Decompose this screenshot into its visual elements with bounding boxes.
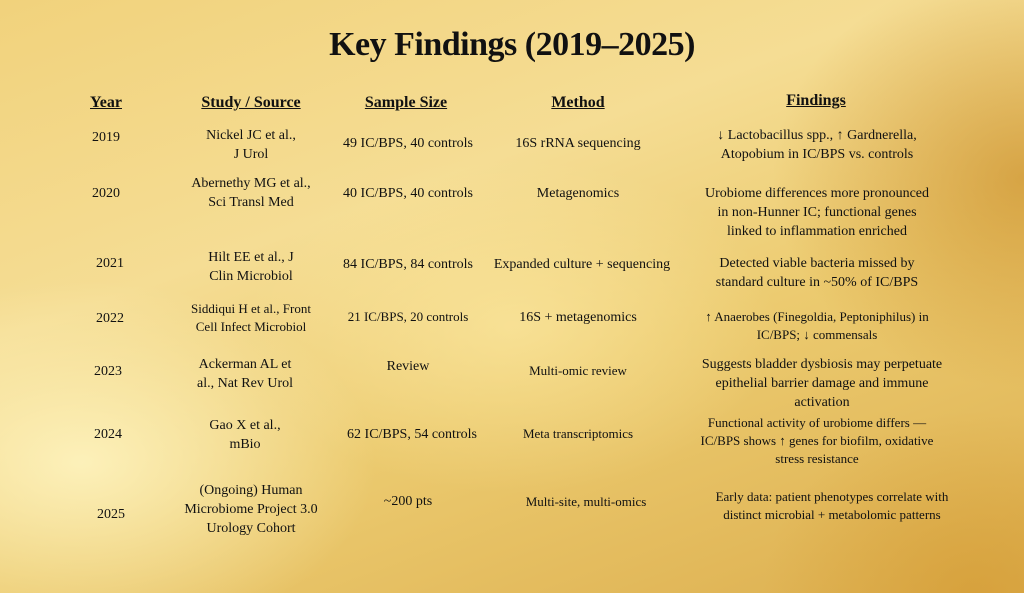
row-2020-sample: 40 IC/BPS, 40 controls [343, 186, 473, 201]
row-2019-sample: 49 IC/BPS, 40 controls [343, 136, 473, 151]
row-2019-year: 2019 [92, 130, 120, 145]
row-2020-method: Metagenomics [536, 186, 620, 201]
row-2025-findings: Early data: patient phenotypes correlate with distinct microbial + metabolomic patterns [715, 489, 949, 522]
row-2021-findings: Detected viable bacteria missed by standard culture in ~50% of IC/BPS [715, 256, 919, 290]
row-2025-year: 2025 [97, 507, 125, 522]
row-2021-year: 2021 [96, 256, 124, 271]
row-2023-year: 2023 [94, 364, 122, 379]
row-2023-study: Ackerman AL et al., Nat Rev Urol [196, 357, 294, 391]
header-findings: Findings [786, 92, 846, 109]
row-2022-sample: 21 IC/BPS, 20 controls [347, 309, 469, 324]
row-2019-method: 16S rRNA sequencing [515, 136, 641, 151]
row-2020-study: Abernethy MG et al., Sci Transl Med [191, 176, 311, 210]
row-2023-findings: Suggests bladder dysbiosis may perpetuate epithelial barrier damage and immune activation [701, 357, 943, 410]
header-study: Study / Source [201, 94, 301, 111]
header-sample-size: Sample Size [364, 94, 448, 111]
row-2019-findings: ↓ Lactobacillus spp., ↑ Gardnerella, Atopobium in IC/BPS vs. controls [717, 128, 917, 162]
row-2021-sample: 84 IC/BPS, 84 controls [343, 257, 473, 272]
header-method: Method [551, 94, 605, 111]
row-2024-method: Meta transcriptomics [522, 426, 634, 441]
row-2022-year: 2022 [96, 311, 124, 326]
row-2025-method: Multi-site, multi-omics [525, 494, 647, 509]
row-2024-sample: 62 IC/BPS, 54 controls [347, 427, 477, 442]
row-2019-study: Nickel JC et al., J Urol [206, 128, 296, 162]
header-year: Year [90, 94, 122, 111]
row-2025-sample: ~200 pts [383, 494, 433, 509]
row-2021-method: Expanded culture + sequencing [493, 257, 671, 272]
row-2022-findings: ↑ Anaerobes (Finegoldia, Peptoniphilus) in IC/BPS; ↓ commensals [705, 309, 929, 342]
page-title: Key Findings (2019–2025) [329, 26, 695, 63]
row-2025-study: (Ongoing) Human Microbiome Project 3.0 Urology Cohort [184, 483, 318, 536]
row-2020-findings: Urobiome differences more pronounced in non-Hunner IC; functional genes linked to inflammation enriched [704, 186, 930, 239]
row-2023-sample: Review [386, 359, 430, 374]
row-2020-year: 2020 [92, 186, 120, 201]
row-2024-year: 2024 [94, 427, 122, 442]
row-2022-study: Siddiqui H et al., Front Cell Infect Microbiol [191, 301, 311, 334]
row-2022-method: 16S + metagenomics [519, 310, 637, 325]
row-2024-findings: Functional activity of urobiome differs — IC/BPS shows ↑ genes for biofilm, oxidative stress resistance [700, 415, 934, 466]
row-2021-study: Hilt EE et al., J Clin Microbiol [208, 250, 294, 284]
row-2023-method: Multi-omic review [529, 363, 627, 378]
row-2024-study: Gao X et al., mBio [209, 418, 281, 452]
